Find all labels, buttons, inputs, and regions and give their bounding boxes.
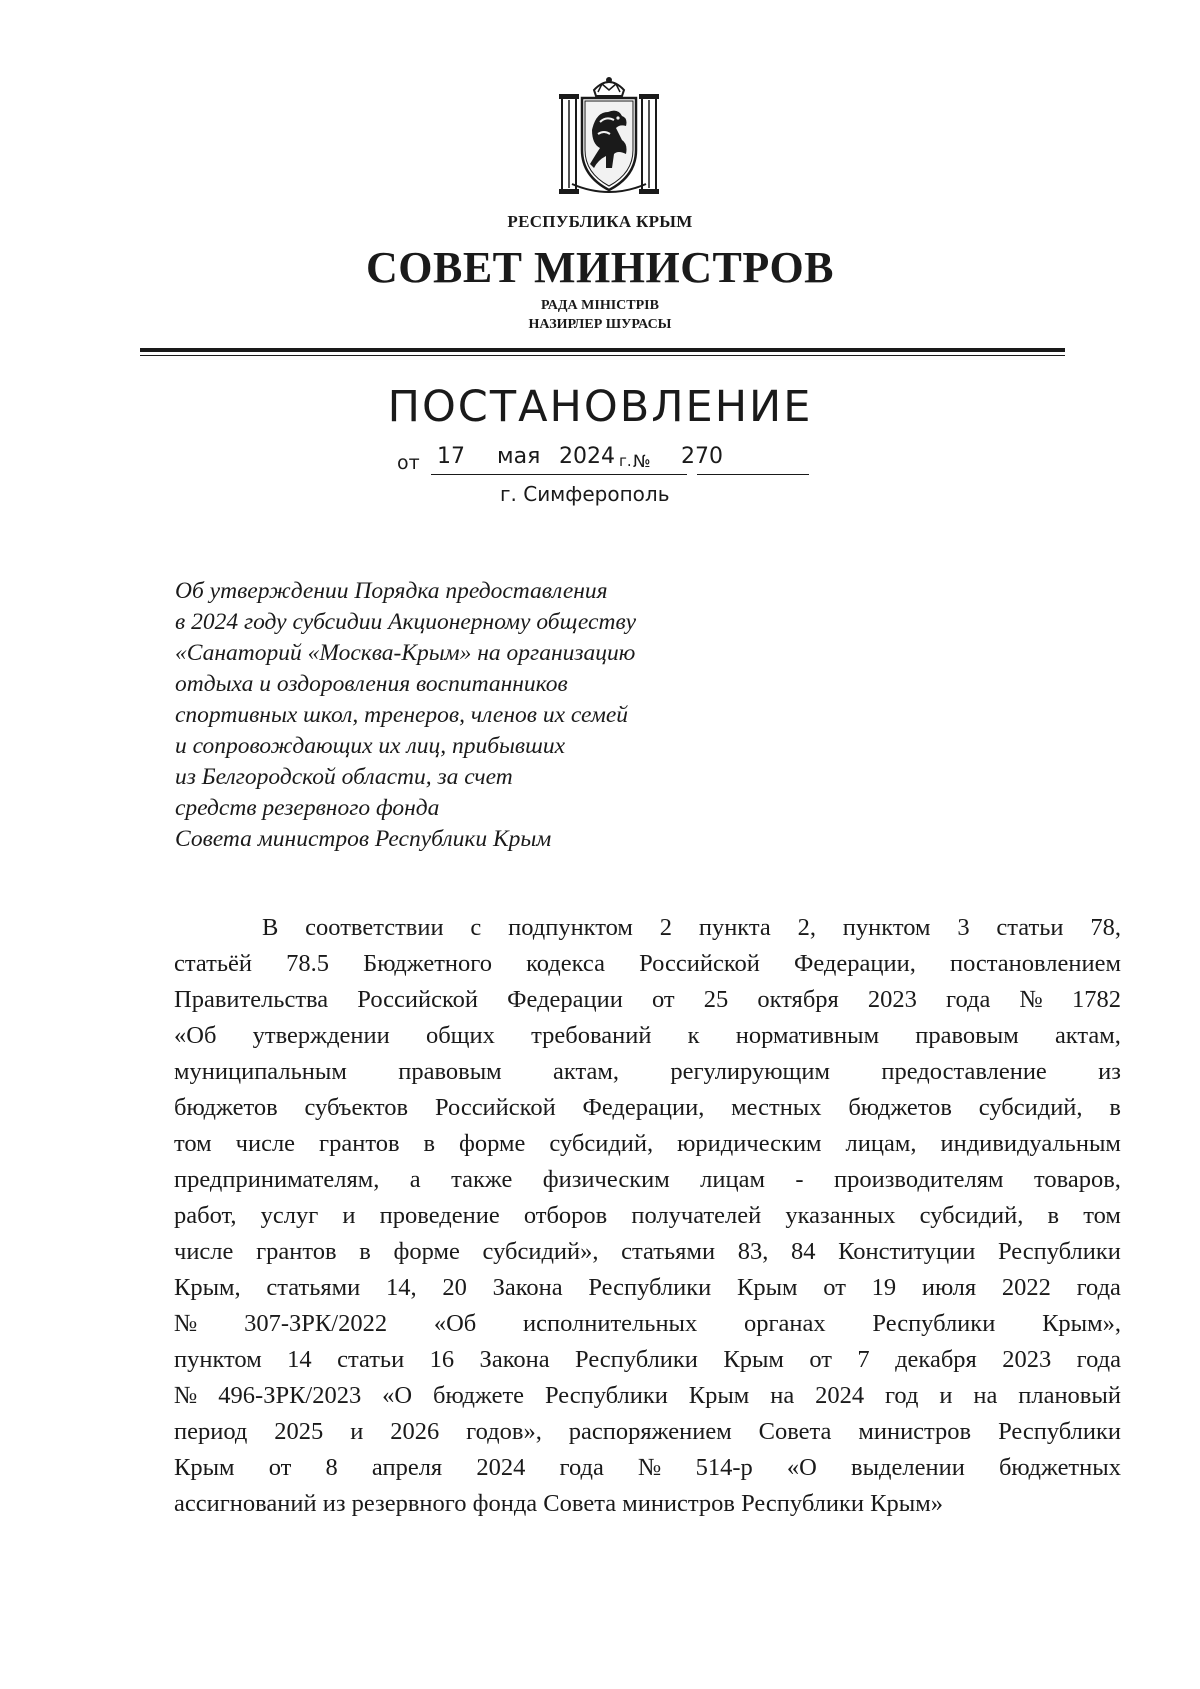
- number-sign: №: [633, 452, 651, 472]
- number-underline: [697, 474, 809, 475]
- body-line: бюджетов субъектов Российской Федерации, местных бюджетов субсидий, в: [174, 1094, 1121, 1121]
- subject-line: в 2024 году субсидии Акционерному обществу: [175, 609, 637, 635]
- subject-line: из Белгородской области, за счет: [175, 764, 513, 790]
- body-line: Крым, статьями 14, 20 Закона Республики Крым от 19 июля 2022 года: [174, 1274, 1121, 1301]
- body-line: пунктом 14 статьи 16 Закона Республики Крым от 7 декабря 2023 года: [174, 1346, 1121, 1373]
- council-name-ukrainian: РАДА МІНІСТРІВ: [541, 298, 659, 313]
- body-line: период 2025 и 2026 годов», распоряжением Совета министров Республики: [174, 1418, 1121, 1445]
- decree-city: г. Симферополь: [500, 482, 670, 506]
- decree-preamble: [174, 910, 1121, 1522]
- subject-line: и сопровождающих их лиц, прибывших: [175, 733, 566, 759]
- subject-line: отдыха и оздоровления воспитанников: [175, 671, 568, 697]
- body-line: Крым от 8 апреля 2024 года № 514-р «О выделении бюджетных: [174, 1454, 1121, 1481]
- decree-day: 17: [437, 444, 465, 469]
- body-line: числе грантов в форме субсидий», статьями 83, 84 Конституции Республики: [174, 1238, 1121, 1265]
- republic-name: РЕСПУБЛИКА КРЫМ: [507, 212, 693, 231]
- body-line: Правительства Российской Федерации от 25 октября 2023 года № 1782: [174, 986, 1121, 1013]
- body-line: муниципальным правовым актам, регулирующим предоставление из: [174, 1058, 1121, 1085]
- header-divider-thick: [140, 348, 1065, 352]
- subject-line: спортивных школ, тренеров, членов их семей: [175, 702, 629, 728]
- document-type-title: ПОСТАНОВЛЕНИЕ: [387, 382, 813, 432]
- body-line: предпринимателям, а также физическим лицам - производителям товаров,: [174, 1166, 1121, 1193]
- body-line: № 496-ЗРК/2023 «О бюджете Республики Крым на 2024 год и на плановый: [174, 1382, 1121, 1409]
- decree-subject: [175, 576, 875, 855]
- decree-date-line: [397, 444, 817, 480]
- body-line: работ, услуг и проведение отборов получателей указанных субсидий, в том: [174, 1202, 1121, 1229]
- decree-month: мая: [497, 444, 541, 469]
- date-prefix: от: [397, 452, 420, 474]
- subject-line: Совета министров Республики Крым: [175, 826, 552, 852]
- subject-line: Об утверждении Порядка предоставления: [175, 578, 608, 604]
- body-line: статьёй 78.5 Бюджетного кодекса Российской Федерации, постановлением: [174, 950, 1121, 977]
- year-suffix: г.: [619, 452, 632, 470]
- decree-number: 270: [681, 444, 723, 469]
- date-underline: [431, 474, 687, 475]
- council-name-crimean-tatar: НАЗИРЛЕР ШУРАСЫ: [528, 317, 672, 332]
- body-line: ассигнований из резервного фонда Совета министров Республики Крым»: [174, 1490, 943, 1517]
- crimea-coat-of-arms-icon: [556, 72, 662, 200]
- subject-line: средств резервного фонда: [175, 795, 440, 821]
- body-line: В соответствии с подпунктом 2 пункта 2, пунктом 3 статьи 78,: [262, 914, 1121, 941]
- council-name: СОВЕТ МИНИСТРОВ: [365, 243, 835, 292]
- subject-line: «Санаторий «Москва-Крым» на организацию: [175, 640, 636, 666]
- body-line: том числе грантов в форме субсидий, юридическим лицам, индивидуальным: [174, 1130, 1121, 1157]
- body-line: № 307-ЗРК/2022 «Об исполнительных органах Республики Крым»,: [174, 1310, 1121, 1337]
- header-divider-thin: [140, 355, 1065, 356]
- body-line: «Об утверждении общих требований к нормативным правовым актам,: [174, 1022, 1121, 1049]
- decree-year: 2024: [559, 444, 615, 469]
